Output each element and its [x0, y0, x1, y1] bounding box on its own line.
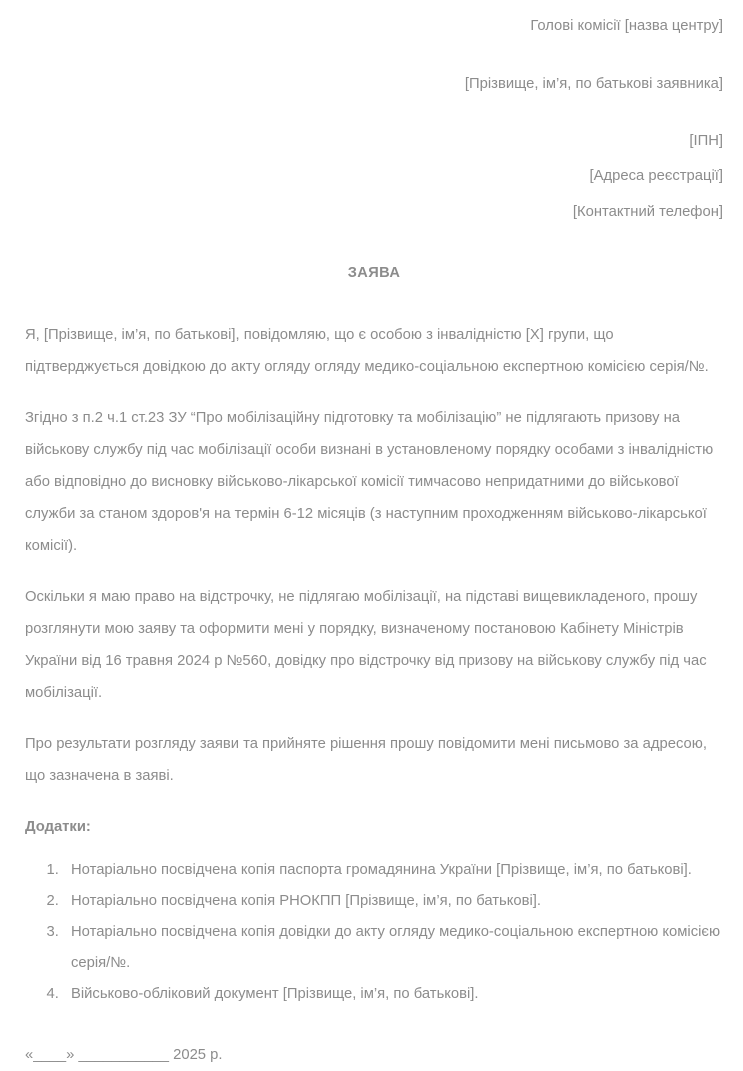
addressee-line-phone: [Контактний телефон]	[572, 204, 723, 221]
body-paragraph-3: Оскільки я маю право на відстрочку, не підлягаю мобілізації, на підставі вищевикладеного, прошу розглянути мою заяву та оформити мені у порядку, визначеному постановою Кабінету Міністрів України від 16 травня 2024 р №560, довідку про відстрочку від призову на військову службу під час мобілізації.	[25, 588, 707, 701]
body-paragraph-2: Згідно з п.2 ч.1 ст.23 ЗУ “Про мобілізаційну підготовку та мобілізацію” не підлягають призову на військову службу під час мобілізації особи визнані в установленому порядку особами з інвалідністю або відповідно до висновку військово-лікарської комісії тимчасово непридатними до військової служби за станом здоров'я на термін 6-12 місяців (з наступним проходженням військово-лікарської комісії).	[25, 409, 714, 554]
list-item: 3. Нотаріально посвідчена копія довідки до акту огляду медико-соціальною експертною комісією серія/№.	[63, 917, 723, 979]
page-title: ЗАЯВА	[347, 264, 401, 281]
list-item: 2. Нотаріально посвідчена копія РНОКПП [Прізвище, ім’я, по батькові].	[63, 886, 723, 917]
body-paragraph-4: Про результати розгляду заяви та прийняте рішення прошу повідомити мені письмово за адресою, що зазначена в заяві.	[25, 735, 707, 784]
addressee-block	[25, 0, 723, 220]
list-item: 1. Нотаріально посвідчена копія паспорта громадянина України [Прізвище, ім’я, по батькові].	[63, 855, 723, 886]
list-item: 4. Військово-обліковий документ [Прізвище, ім’я, по батькові].	[63, 979, 723, 1010]
date-line: «____» ___________ 2025 р.	[25, 1046, 223, 1063]
attachments-heading: Додатки:	[25, 818, 91, 835]
attachments-list	[25, 843, 723, 1010]
body-paragraph-1: Я, [Прізвище, ім’я, по батькові], повідомляю, що є особою з інвалідністю [Х] групи, що підтверджується довідкою до акту огляду огляду медико-соціальною експертною комісією серія/№.	[25, 326, 709, 375]
addressee-line-applicant-name: [Прізвище, ім’я, по батькові заявника]	[464, 75, 723, 92]
addressee-line-center: Головi комісії [назва центру]	[530, 18, 723, 34]
addressee-line-ipn: [ІПН]	[689, 132, 723, 149]
addressee-line-address: [Адреса реєстрації]	[589, 168, 723, 185]
